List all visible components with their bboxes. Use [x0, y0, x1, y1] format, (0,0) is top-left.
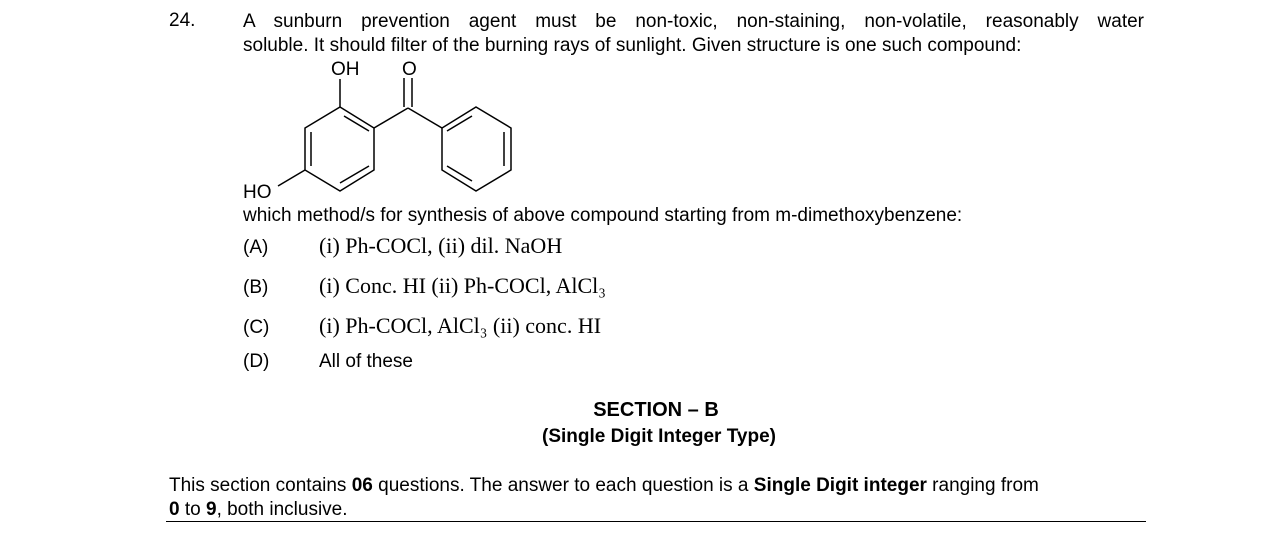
option-d-text[interactable]: All of these — [319, 351, 413, 372]
instr-part-1: This section contains — [169, 475, 352, 496]
instr-type: Single Digit integer — [753, 475, 927, 496]
section-title: SECTION – B — [593, 399, 719, 421]
option-d-label[interactable]: (D) — [243, 351, 270, 372]
instr-count: 06 — [351, 475, 373, 496]
question-prompt: which method/s for synthesis of above compound starting from m-dimethoxybenzene: — [243, 205, 963, 226]
right-benzene-ring — [442, 107, 511, 191]
option-a-label[interactable]: (A) — [243, 237, 269, 258]
option-a-text[interactable]: (i) Ph-COCl, (ii) dil. NaOH — [319, 233, 563, 258]
carbonyl-bond-right — [408, 108, 442, 128]
chemical-structure — [236, 56, 536, 206]
option-b-text[interactable]: (i) Conc. HI (ii) Ph-COCl, AlCl₃ — [319, 273, 606, 298]
instr-part-4: to — [179, 499, 206, 520]
section-subtitle: (Single Digit Integer Type) — [542, 426, 776, 447]
left-benzene-ring — [305, 107, 374, 191]
section-instructions — [169, 474, 1144, 522]
instr-min: 0 — [169, 499, 180, 520]
label-ho: HO — [243, 182, 272, 203]
hydroxyl-bond-bottom — [278, 170, 305, 186]
structure-bonds — [278, 78, 511, 191]
label-oh: OH — [331, 59, 360, 80]
question-text-line-1: A sunburn prevention agent must be non-toxic, non-staining, non-volatile, reasonably water — [243, 11, 1144, 32]
question-text-line-2: soluble. It should filter of the burning rays of sunlight. Given structure is one such compound: — [243, 35, 1022, 56]
instr-part-3: ranging from — [926, 475, 1039, 496]
instr-part-2: questions. The answer to each question is a — [372, 475, 754, 496]
option-c-text[interactable]: (i) Ph-COCl, AlCl₃ (ii) conc. HI — [319, 313, 602, 338]
option-c-label[interactable]: (C) — [243, 317, 270, 338]
question-text — [243, 10, 1144, 58]
label-o: O — [402, 59, 417, 80]
option-b-label[interactable]: (B) — [243, 277, 269, 298]
question-number: 24. — [169, 10, 196, 31]
carbonyl-bond-left — [374, 108, 408, 128]
instr-part-5: , both inclusive. — [216, 499, 348, 520]
bottom-rule — [166, 521, 1146, 522]
instr-max: 9 — [205, 499, 217, 520]
